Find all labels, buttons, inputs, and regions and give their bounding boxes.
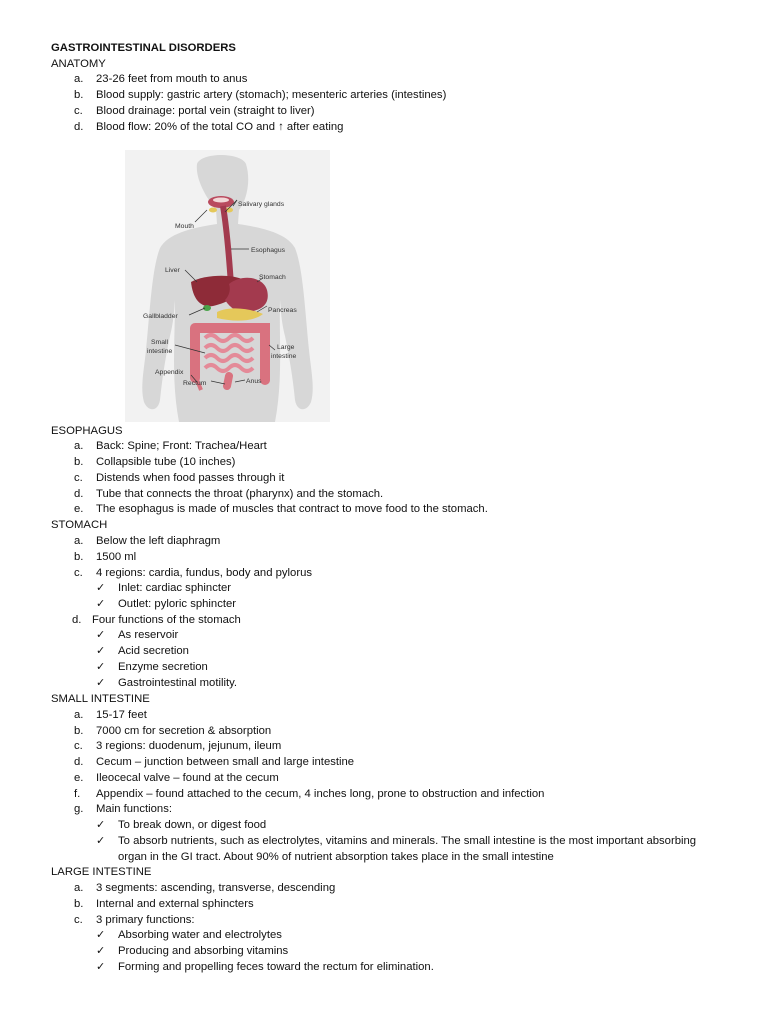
list-text: Four functions of the stomach — [92, 614, 241, 626]
check-icon: ✓ — [96, 582, 106, 594]
check-icon: ✓ — [96, 677, 106, 689]
check-text: As reservoir — [118, 629, 179, 641]
list-marker: b. — [74, 456, 84, 468]
check-text: Producing and absorbing vitamins — [118, 945, 289, 957]
list-marker: a. — [74, 709, 84, 721]
label-liver: Liver — [165, 267, 180, 274]
label-large-intestine-1: Large — [277, 344, 295, 351]
check-icon: ✓ — [96, 929, 106, 941]
label-small-intestine-1: Small — [151, 339, 168, 346]
section-heading-small-intestine: SMALL INTESTINE — [51, 693, 150, 705]
check-text: Inlet: cardiac sphincter — [118, 582, 232, 594]
list-text: Collapsible tube (10 inches) — [96, 456, 236, 468]
section-heading-stomach: STOMACH — [51, 519, 108, 531]
check-text: Outlet: pyloric sphincter — [118, 598, 237, 610]
list-marker: a. — [74, 882, 84, 894]
list-text: Distends when food passes through it — [96, 472, 285, 484]
label-large-intestine-2: intestine — [271, 353, 297, 360]
check-text: Absorbing water and electrolytes — [118, 929, 282, 941]
list-text: Appendix – found attached to the cecum, 4 inches long, prone to obstruction and infection — [96, 788, 545, 800]
check-text: To break down, or digest food — [118, 819, 267, 831]
list-text: Blood flow: 20% of the total CO and ↑ after eating — [96, 121, 344, 133]
rectum-shape — [227, 376, 229, 386]
label-rectum: Rectum — [183, 380, 207, 387]
section-heading-large-intestine: LARGE INTESTINE — [51, 866, 152, 878]
salivary-gland-shape — [209, 208, 217, 213]
digestive-system-figure — [125, 150, 330, 422]
check-text: Forming and propelling feces toward the rectum for elimination. — [118, 961, 434, 973]
label-appendix: Appendix — [155, 369, 184, 376]
list-marker: b. — [74, 898, 84, 910]
list-text: 4 regions: cardia, fundus, body and pylorus — [96, 567, 313, 579]
list-text: 1500 ml — [96, 551, 137, 563]
label-salivary-glands: Salivary glands — [238, 201, 285, 208]
list-marker: c. — [74, 914, 83, 926]
check-icon: ✓ — [96, 598, 106, 610]
check-icon: ✓ — [96, 645, 106, 657]
check-icon: ✓ — [96, 819, 106, 831]
list-marker: a. — [74, 535, 84, 547]
list-text: Blood supply: gastric artery (stomach); mesenteric arteries (intestines) — [96, 89, 447, 101]
list-text: 3 primary functions: — [96, 914, 195, 926]
label-stomach: Stomach — [259, 274, 286, 281]
list-marker: f. — [74, 788, 81, 800]
list-text: Main functions: — [96, 803, 172, 815]
label-anus: Anus — [246, 378, 262, 385]
check-text: organ in the GI tract. About 90% of nutrient absorption takes place in the small intestine — [118, 851, 554, 863]
list-marker: b. — [74, 725, 84, 737]
label-small-intestine-2: intestine — [147, 348, 173, 355]
check-icon: ✓ — [96, 629, 106, 641]
list-marker: d. — [74, 488, 84, 500]
digestive-system-illustration — [125, 150, 330, 422]
page-title: GASTROINTESTINAL DISORDERS — [51, 42, 236, 54]
list-text: Tube that connects the throat (pharynx) and the stomach. — [96, 488, 384, 500]
list-marker: a. — [74, 73, 84, 85]
label-esophagus: Esophagus — [251, 247, 286, 254]
list-marker: e. — [74, 772, 84, 784]
list-text: Ileocecal valve – found at the cecum — [96, 772, 279, 784]
list-text: Internal and external sphincters — [96, 898, 254, 910]
list-text: 7000 cm for secretion & absorption — [96, 725, 272, 737]
list-text: 23-26 feet from mouth to anus — [96, 73, 248, 85]
list-marker: a. — [74, 440, 84, 452]
list-text: Back: Spine; Front: Trachea/Heart — [96, 440, 267, 452]
label-mouth: Mouth — [175, 223, 194, 230]
section-heading-esophagus: ESOPHAGUS — [51, 425, 123, 437]
list-marker: e. — [74, 503, 84, 515]
list-text: Cecum – junction between small and large intestine — [96, 756, 355, 768]
check-icon: ✓ — [96, 661, 106, 673]
list-text: 15-17 feet — [96, 709, 147, 721]
stomach-shape — [225, 278, 268, 312]
list-marker: d. — [74, 121, 84, 133]
list-text: Blood drainage: portal vein (straight to liver) — [96, 105, 315, 117]
label-pancreas: Pancreas — [268, 307, 297, 314]
list-marker: c. — [74, 105, 83, 117]
check-text: Enzyme secretion — [118, 661, 208, 673]
list-text: Below the left diaphragm — [96, 535, 221, 547]
check-text: Gastrointestinal motility. — [118, 677, 238, 689]
label-gallbladder: Gallbladder — [143, 313, 178, 320]
list-marker: b. — [74, 551, 84, 563]
list-marker: g. — [74, 803, 84, 815]
check-icon: ✓ — [96, 835, 106, 847]
list-text: The esophagus is made of muscles that contract to move food to the stomach. — [96, 503, 488, 515]
section-heading-anatomy: ANATOMY — [51, 58, 106, 70]
check-text: To absorb nutrients, such as electrolytes, vitamins and minerals. The small intestine is the most important absorbing — [118, 835, 697, 847]
list-marker: d. — [74, 756, 84, 768]
check-icon: ✓ — [96, 945, 106, 957]
list-marker: d. — [72, 614, 82, 626]
list-marker: b. — [74, 89, 84, 101]
list-marker: c. — [74, 567, 83, 579]
list-marker: c. — [74, 740, 83, 752]
check-text: Acid secretion — [118, 645, 189, 657]
list-marker: c. — [74, 472, 83, 484]
list-text: 3 segments: ascending, transverse, descending — [96, 882, 336, 894]
list-text: 3 regions: duodenum, jejunum, ileum — [96, 740, 282, 752]
check-icon: ✓ — [96, 961, 106, 973]
